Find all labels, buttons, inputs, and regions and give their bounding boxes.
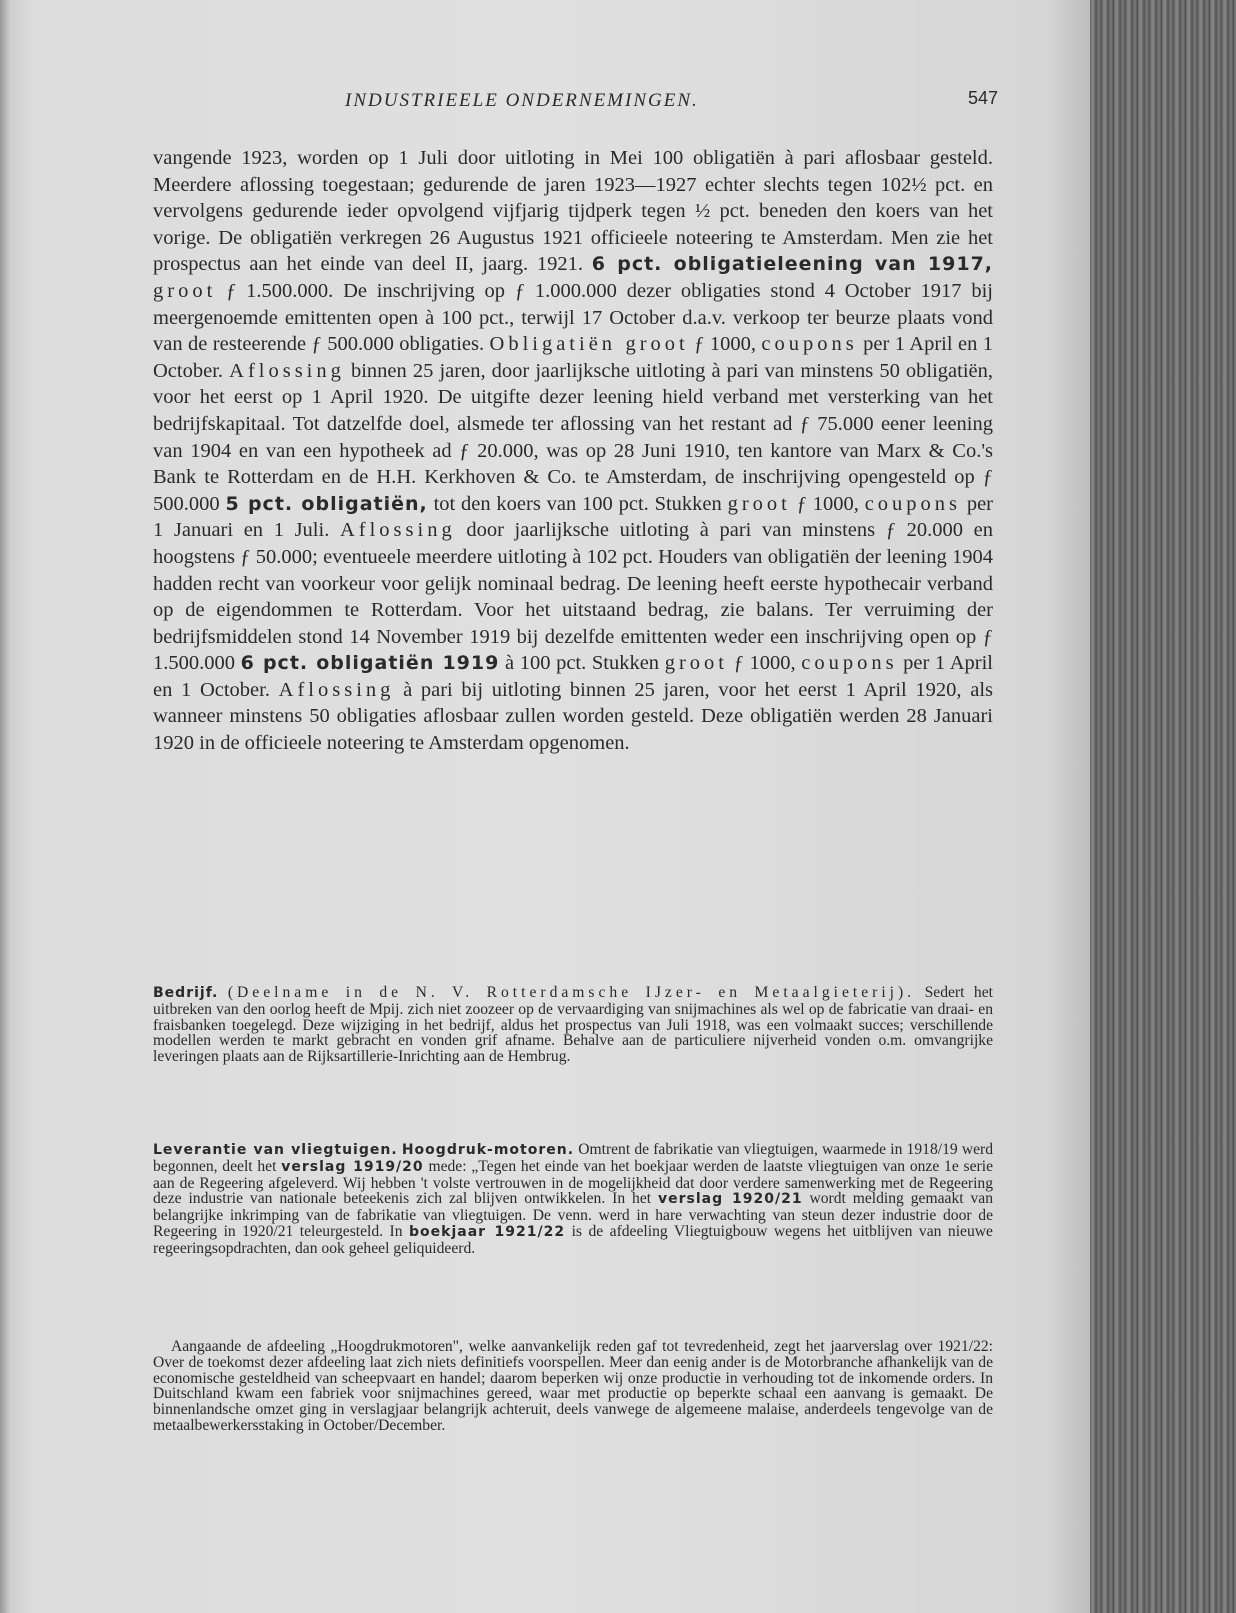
text-run: per 1 April en 1 October.: [153, 652, 993, 701]
page-edge-shadow: [0, 0, 10, 1613]
section-aangaande: [153, 1339, 993, 1434]
text-run: binnen 25 jaren, door jaarlijksche uitloting à pari van minstens 50 obligatiën, voor het eerst op 1 April 1920. De uitgifte dezer leening hield verband met versterking van het bedrijfskapitaal. Tot datzelfde doel, alsmede ter aflossing van het restant ad ƒ 75.000 eener leening van 1904 en van een hypotheek ad ƒ 20.000, was op 28 Juni 1910, ten kantore van Marx & Co.'s Bank te Rotterdam en de H.H. Kerkhoven & Co. te Amsterdam, de inschrijving opengesteld op ƒ 500.000: [153, 359, 994, 515]
spaced-term: coupons: [801, 652, 898, 675]
section-label-bedrijf: Bedrijf.: [153, 985, 219, 1001]
spaced-term: Obligatiën groot: [489, 333, 689, 356]
main-text-block: [153, 145, 993, 757]
spaced-term: Aflossing: [278, 678, 395, 701]
page-number: 547: [967, 88, 998, 108]
section-label-leverantie: Leverantie van vliegtuigen.: [153, 1142, 398, 1158]
spaced-term: groot: [727, 492, 791, 515]
text-run: per 1 Januari en 1 Juli.: [153, 492, 994, 542]
text-run: per 1 April en 1 October.: [153, 333, 993, 382]
loan-heading-5pct: 5 pct. obligatiën,: [225, 492, 428, 515]
spaced-term: groot: [664, 652, 728, 675]
loan-heading-1919: 6 pct. obligatiën 1919: [240, 652, 500, 675]
report-ref-1921-22: boekjaar 1921/22: [409, 1223, 566, 1240]
text-run: tot den koers van 100 pct. Stukken: [433, 492, 722, 515]
text-run: vangende 1923, worden op 1 Juli door uitloting in Mei 100 obligatiën à pari aflosbaar gesteld. Meerdere aflossing toegestaan; gedurende de jaren 1923—1927 echter slechts tegen 102½ pct. en vervolgens gedurende ieder opvolgend vijfjarig tijdperk tegen ½ pct. beneden den koers van het vorige. De obligatiën verkregen 26 Augustus 1921 officieele noteering te Amsterdam. Men zie het prospectus aan het einde van deel II, jaarg. 1921.: [153, 147, 993, 276]
leverantie-paragraph: [153, 1142, 993, 1257]
report-ref-1919-20: verslag 1919/20: [281, 1158, 424, 1175]
text-run: Sedert het uitbreken van den oorlog heeft de Mpij. zich niet zoozeer op de vervaardiging van snijmachines als wel op de fabricatie van draai- en fraisbanken toegelegd. Deze wijziging in het bedrijf, aldus het prospectus van Juli 1918, was een volmaakt succes; verschillende modellen werden te markt gebracht en vonden grif afname. Behalve aan de particuliere nijverheid vonden o.m. omvangrijke leveringen plaats aan de Rijksartillerie-Inrichting aan de Hembrug.: [153, 984, 993, 1066]
spaced-term: coupons: [864, 492, 962, 515]
spaced-term: groot: [153, 279, 217, 302]
loan-heading-1917: 6 pct. obligatieleening van 1917,: [591, 253, 994, 276]
spaced-term: Aflossing: [339, 519, 456, 542]
body-paragraph: [153, 145, 993, 757]
bedrijf-paragraph: [153, 985, 993, 1065]
text-run: ƒ 1000,: [694, 333, 756, 356]
text-run: ƒ 1000,: [733, 652, 796, 675]
report-ref-1920-21: verslag 1920/21: [658, 1191, 803, 1208]
running-title: INDUSTRIEELE ONDERNEMINGEN.: [345, 90, 699, 111]
spaced-term: Aflossing: [229, 359, 345, 382]
section-label-hoogdruk: Hoogdruk-motoren.: [401, 1142, 575, 1158]
spaced-term: (Deelname in de N. V. Rotterdamsche IJzer- en Metaalgieterij).: [227, 984, 916, 1001]
section-bedrijf: [153, 985, 993, 1065]
text-run: à 100 pct. Stukken: [504, 652, 660, 675]
text-run: à pari bij uitloting binnen 25 jaren, voor het eerst 1 April 1920, als wanneer minstens 50 obligaties aflosbaar zullen worden gesteld. Deze obligatiën werden 28 Januari 1920 in de officieele noteering te Amsterdam opgenomen.: [153, 678, 994, 755]
text-run: ƒ 1000,: [796, 492, 859, 515]
text-run: Omtrent de fabrikatie van vliegtuigen, waarmede in 1918/19 werd begonnen, deelt het: [153, 1141, 993, 1175]
spaced-term: coupons: [761, 333, 858, 356]
text-run: is de afdeeling Vliegtuigbouw wegens het uitblijven van nieuwe regeeringsopdrachten, dan ook geheel geliquideerd.: [153, 1222, 993, 1257]
book-spine-edge: [1090, 0, 1236, 1613]
text-run: wordt melding gemaakt van belangrijke inkrimping van de fabrikatie van vliegtuigen. De venn. werd in hare verwachting van steun dezer industrie door de Regeering in 1920/21 teleurgesteld. In: [153, 1190, 993, 1240]
text-run: ƒ 1.500.000. De inschrijving op ƒ 1.000.000 dezer obligaties stond 4 October 1917 bij meergenoemde emittenten open à 100 pct., terwijl 17 October d.a.v. verkoop ter beurze plaats vond van de resteerende ƒ 500.000 obligaties.: [153, 279, 993, 356]
section-leverantie: [153, 1142, 993, 1257]
running-header: [150, 90, 1000, 120]
text-run: door jaarlijksche uitloting à pari van minstens ƒ 20.000 en hoogstens ƒ 50.000; eventueele meerdere uitloting à 102 pct. Houders van obligatiën der leening 1904 hadden recht van voorkeur voor gelijk nominaal bedrag. De leening heeft eerste hypothecair verband op de eigendommen te Rotterdam. Voor het uitstaand bedrag, zie balans. Ter verruiming der bedrijfsmiddelen stond 14 November 1919 bij dezelfde emittenten weder een inschrijving open op ƒ 1.500.000: [153, 519, 994, 675]
text-run: mede: „Tegen het einde van het boekjaar werden de laatste vliegtuigen van onze 1e serie aan de Regeering afgeleverd. Wij hebben 't volste vertrouwen in de mogelijkheid dat door verdere samenwerking met de Regeering deze industrie van nationale beteekenis zich zal blijven ontwikkelen. In het: [153, 1157, 993, 1208]
aangaande-paragraph: Aangaande de afdeeling „Hoogdrukmotoren", welke aanvankelijk reden gaf tot tevredenheid, zegt het jaarverslag over 1921/22: Over de toekomst dezer afdeeling laat zich niets definitiefs voorspellen. Meer dan eenig ander is de Motorbranche afhankelijk van de economische gesteldheid van scheepvaart en handel; daarom beperken wij onze productie in verhouding tot de inkomende orders. In Duitschland kwam een fabriek voor snijmachines gereed, waar met productie op beperkte schaal een aanvang is gemaakt. De binnenlandsche omzet ging in verslagjaar belangrijk achteruit, deels vanwege de algemeene malaise, anderdeels tengevolge van de metaalbewerkersstaking in October/December.: [153, 1338, 993, 1434]
